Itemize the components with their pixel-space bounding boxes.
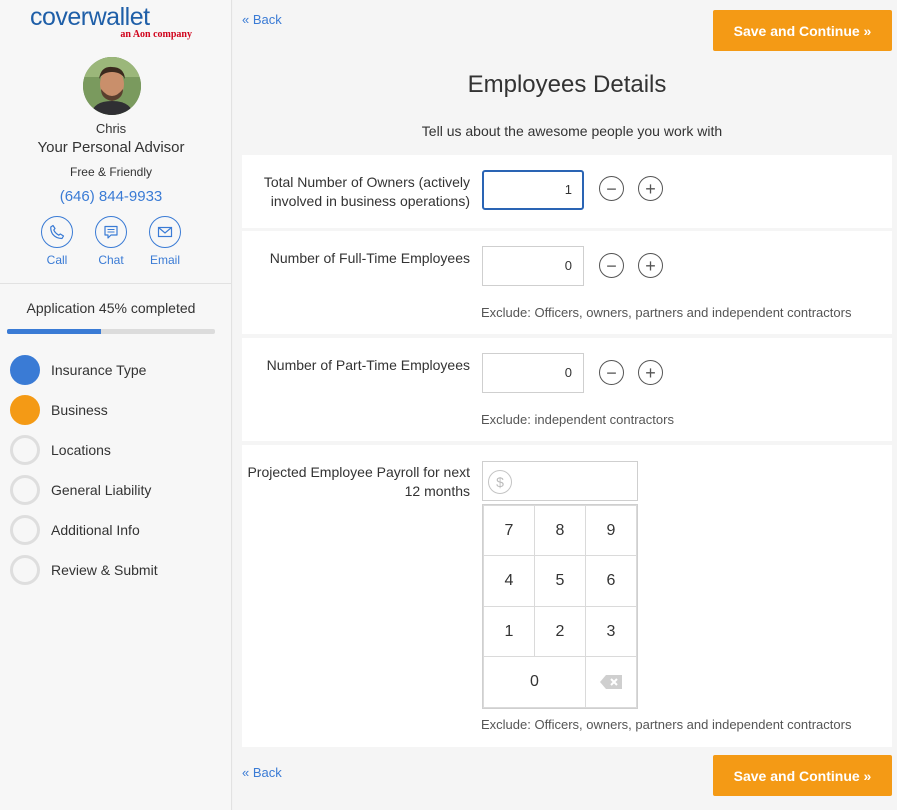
step-status-dot <box>10 395 40 425</box>
call-label: Call <box>46 253 68 267</box>
step-label: General Liability <box>51 482 152 498</box>
full-time-input[interactable]: 0 <box>482 246 584 286</box>
step-label: Insurance Type <box>51 362 147 378</box>
number-keypad <box>482 504 638 709</box>
full-time-field-card <box>242 231 892 334</box>
step-status-dot <box>10 515 40 545</box>
phone-icon <box>41 216 73 248</box>
progress-bar <box>7 329 215 334</box>
part-time-field-card <box>242 338 892 441</box>
progress-fill <box>7 329 101 334</box>
back-link-top[interactable]: « Back <box>242 12 282 27</box>
step-list <box>10 350 158 590</box>
advisor-avatar <box>83 57 141 115</box>
keypad-key-7[interactable]: 7 <box>483 505 535 556</box>
step-review-submit[interactable] <box>10 550 158 590</box>
save-continue-button-top[interactable]: Save and Continue » <box>713 10 892 51</box>
backspace-icon <box>600 675 622 689</box>
step-status-dot <box>10 355 40 385</box>
owners-field-card <box>242 155 892 228</box>
payroll-input[interactable] <box>482 461 638 501</box>
step-label: Locations <box>51 442 111 458</box>
save-continue-button-bottom[interactable]: Save and Continue » <box>713 755 892 796</box>
owners-increment-button[interactable] <box>638 176 663 201</box>
payroll-field-card <box>242 445 892 747</box>
advisor-phone-link[interactable]: (646) 844-9933 <box>59 188 163 205</box>
step-label: Additional Info <box>51 522 140 538</box>
full-time-increment-button[interactable] <box>638 253 663 278</box>
page-title: Employees Details <box>467 71 667 98</box>
full-time-decrement-button[interactable] <box>599 253 624 278</box>
plus-icon: + <box>645 178 656 199</box>
step-general-liability[interactable] <box>10 470 158 510</box>
advisor-tag: Free & Friendly <box>69 165 153 179</box>
email-label: Email <box>149 253 180 267</box>
step-insurance-type[interactable] <box>10 350 158 390</box>
brand-logo[interactable] <box>30 4 200 40</box>
part-time-decrement-button[interactable] <box>599 360 624 385</box>
keypad-key-9[interactable]: 9 <box>585 505 637 556</box>
chat-label: Chat <box>98 253 124 267</box>
owners-decrement-button[interactable] <box>599 176 624 201</box>
main-content <box>233 0 897 810</box>
part-time-increment-button[interactable] <box>638 360 663 385</box>
keypad-key-1[interactable]: 1 <box>483 606 535 657</box>
keypad-key-0[interactable]: 0 <box>483 656 586 708</box>
keypad-key-2[interactable]: 2 <box>534 606 586 657</box>
part-time-hint: Exclude: independent contractors <box>481 412 674 427</box>
payroll-label: Projected Employee Payroll for next 12 months <box>247 464 470 499</box>
brand-tagline: an Aon company <box>120 29 192 40</box>
chat-button[interactable] <box>86 216 136 267</box>
part-time-input[interactable]: 0 <box>482 353 584 393</box>
step-additional-info[interactable] <box>10 510 158 550</box>
step-business[interactable] <box>10 390 158 430</box>
advisor-name: Chris <box>95 121 127 136</box>
minus-icon: − <box>606 255 617 276</box>
full-time-label: Number of Full-Time Employees <box>269 250 470 266</box>
payroll-hint: Exclude: Officers, owners, partners and independent contractors <box>481 717 852 732</box>
step-status-dot <box>10 475 40 505</box>
step-label: Business <box>51 402 108 418</box>
sidebar-divider <box>0 283 232 284</box>
step-status-dot <box>10 435 40 465</box>
step-label: Review & Submit <box>51 562 158 578</box>
step-locations[interactable] <box>10 430 158 470</box>
sidebar <box>0 0 232 810</box>
plus-icon: + <box>645 362 656 383</box>
owners-input[interactable]: 1 <box>482 170 584 210</box>
back-link-bottom[interactable]: « Back <box>242 765 282 780</box>
keypad-key-8[interactable]: 8 <box>534 505 586 556</box>
call-button[interactable] <box>32 216 82 267</box>
full-time-hint: Exclude: Officers, owners, partners and independent contractors <box>481 305 852 320</box>
part-time-label: Number of Part-Time Employees <box>266 357 470 373</box>
step-status-dot <box>10 555 40 585</box>
keypad-key-3[interactable]: 3 <box>585 606 637 657</box>
owners-label: Total Number of Owners (actively involved in business operations) <box>263 174 470 209</box>
advisor-title: Your Personal Advisor <box>37 139 185 156</box>
chat-icon <box>95 216 127 248</box>
progress-text: Application 45% completed <box>26 300 196 316</box>
email-button[interactable] <box>140 216 190 267</box>
dollar-icon: $ <box>488 470 512 494</box>
brand-name: coverwallet <box>30 3 150 31</box>
keypad-key-4[interactable]: 4 <box>483 555 535 607</box>
page-subtitle: Tell us about the awesome people you work with <box>421 123 723 139</box>
email-icon <box>149 216 181 248</box>
keypad-backspace-button[interactable] <box>585 656 637 708</box>
plus-icon: + <box>645 255 656 276</box>
minus-icon: − <box>606 362 617 383</box>
minus-icon: − <box>606 178 617 199</box>
keypad-key-5[interactable]: 5 <box>534 555 586 607</box>
keypad-key-6[interactable]: 6 <box>585 555 637 607</box>
